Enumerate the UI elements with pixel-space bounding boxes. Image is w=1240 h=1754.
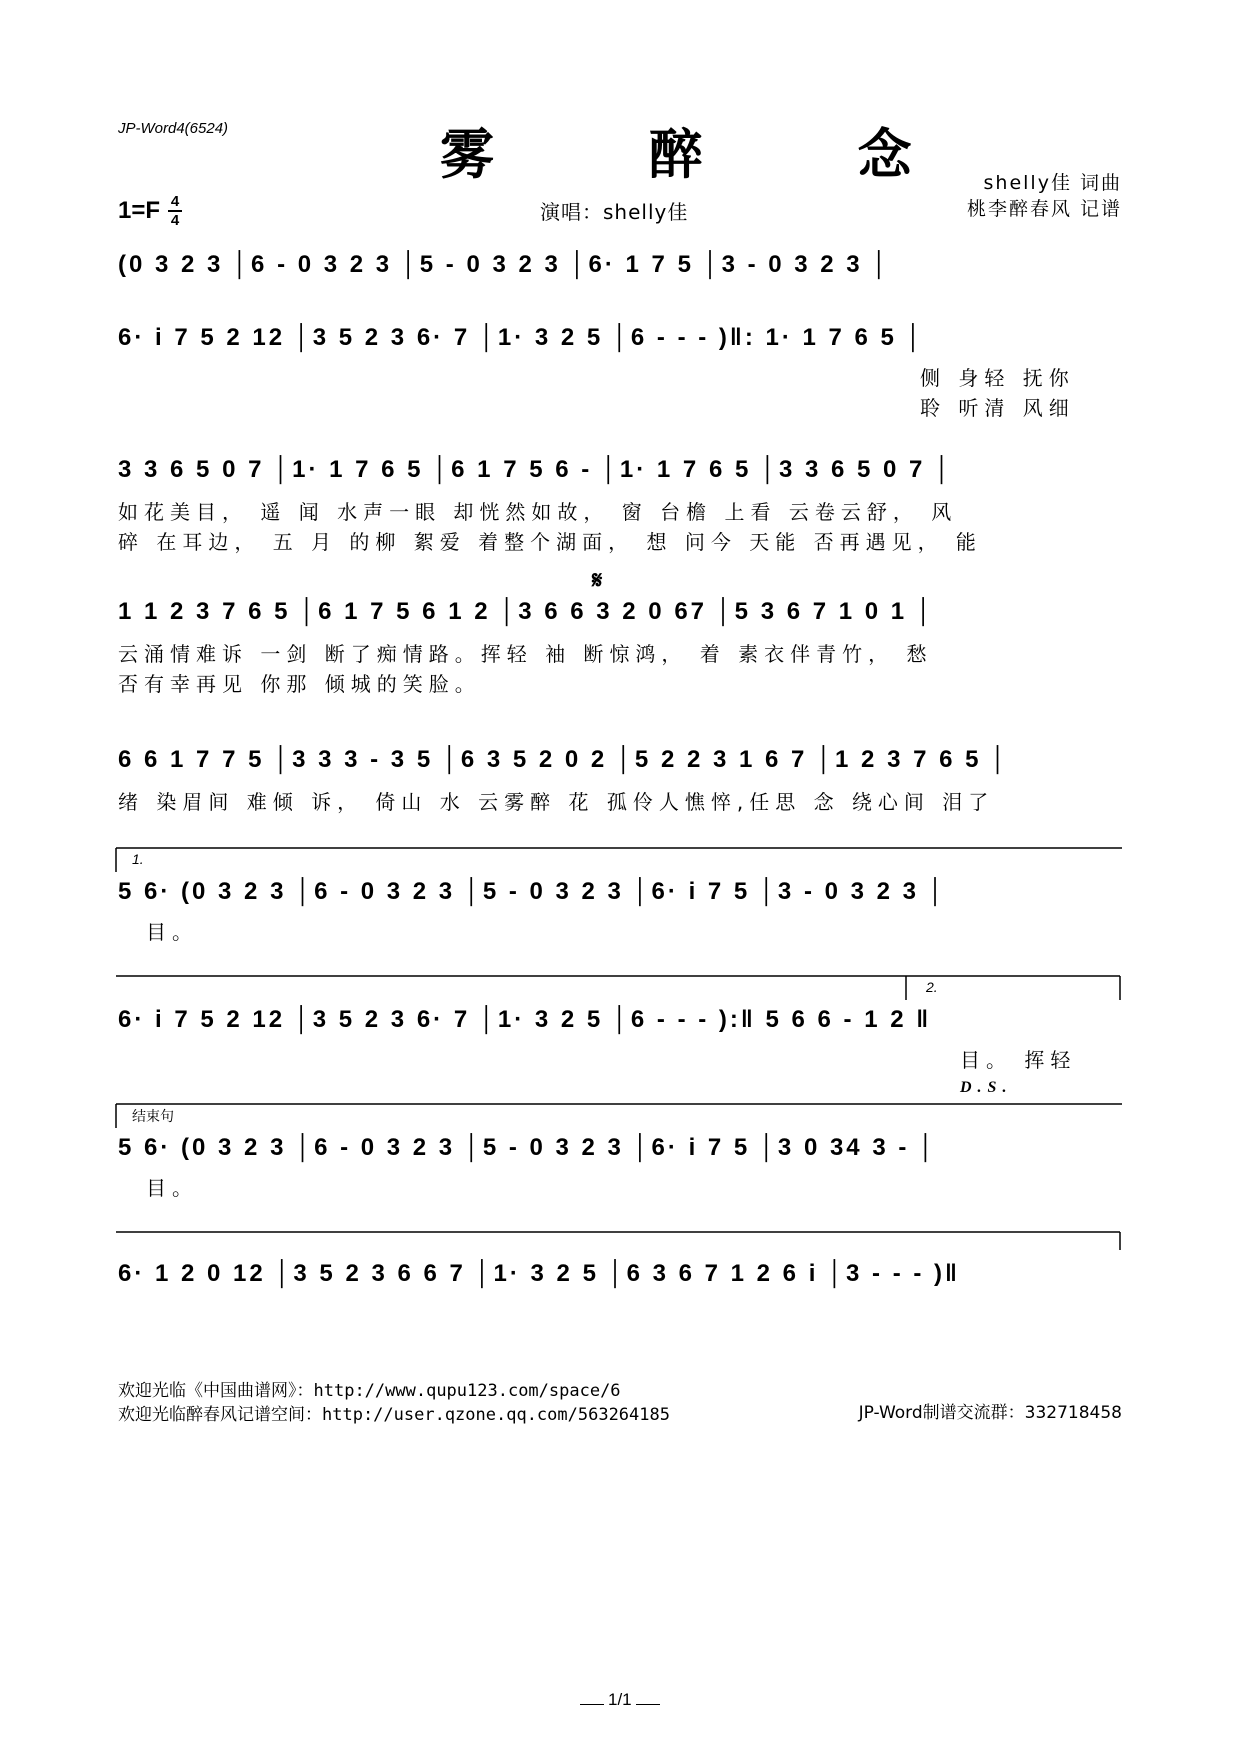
time-top: 4 xyxy=(170,193,180,210)
coda-label: 结束句 xyxy=(132,1108,174,1124)
footer-link-1[interactable]: 欢迎光临《中国曲谱网》：http://www.qupu123.com/space/6 xyxy=(118,1381,621,1401)
lyric-verse-1: 云涌情难诉 一剑 断了痴情路。挥轻 袖 断惊鸿， 着 素衣伴青竹， 愁 xyxy=(118,642,933,666)
lyric-verse-2: 否有幸再见 你那 倾城的笑脸。 xyxy=(118,672,481,696)
lyric-verse-2: 聆 听清 风细 xyxy=(920,396,1075,420)
segno-sign: 𝄋 xyxy=(592,566,603,594)
key-label: 1=F xyxy=(118,197,161,224)
notes-line-9 xyxy=(118,1252,1122,1296)
notes-line-1 xyxy=(118,243,1122,287)
notation-text: 5 6· (0 3 2 3 │6 - 0 3 2 3 │5 - 0 3 2 3 │6· i 7 5 │3 0 34 3 - │ xyxy=(118,1134,937,1161)
notation-text: 6· i 7 5 2 12 │3 5 2 3 6· 7 │1· 3 2 5 │6 - - - )‖: 1· 1 7 6 5 │ xyxy=(118,324,925,351)
volta-1-label: 1. xyxy=(132,851,144,867)
page-number-text: 1/1 xyxy=(608,1690,632,1709)
notes-line-4 xyxy=(118,590,1122,634)
footer-group-info: JP-Word制谱交流群：332718458 xyxy=(858,1403,1122,1423)
singer-credit: 演唱：shelly佳 xyxy=(540,200,689,224)
notation-text: 6· i 7 5 2 12 │3 5 2 3 6· 7 │1· 3 2 5 │6 - - - ):‖ 5 6 6 - 1 2 ‖ xyxy=(118,1006,932,1033)
notes-line-6 xyxy=(118,870,1122,914)
notation-text: 6· 1 2 0 12 │3 5 2 3 6 6 7 │1· 3 2 5 │6 3 6 7 1 2 6 i │3 - - - )‖ xyxy=(118,1260,960,1287)
lyric-verse-1: 绪 染眉间 难倾 诉， 倚山 水 云雾醉 花 孤伶人憔悴,任思 念 绕心间 泪了 xyxy=(118,790,995,814)
footer-link-2[interactable]: 欢迎光临醉春风记谱空间：http://user.qzone.qq.com/563264185 xyxy=(118,1405,670,1425)
ds-mark: D.S. xyxy=(960,1079,1013,1096)
software-brand: JP-Word4(6524) xyxy=(118,120,229,137)
lyric-verse-1: 如花美目， 遥 闻 水声一眼 却恍然如故， 窗 台檐 上看 云卷云舒， 风 xyxy=(118,500,958,524)
notation-text: (0 3 2 3 │6 - 0 3 2 3 │5 - 0 3 2 3 │6· 1 7 5 │3 - 0 3 2 3 │ xyxy=(118,251,891,278)
notes-line-8 xyxy=(118,1126,1122,1170)
key-signature xyxy=(118,194,182,228)
lyric-verse-1 xyxy=(960,1044,1122,1097)
notation-text: 1 1 2 3 7 6 5 │6 1 7 5 6 1 2 │3 6 6 3 2 0 67 │5 3 6 7 1 0 1 │ xyxy=(118,598,935,625)
volta-2-label: 2. xyxy=(926,979,938,995)
lyric-verse-1: 目。 xyxy=(146,1176,198,1200)
notes-line-5 xyxy=(118,738,1122,782)
lyric-verse-1: 侧 身轻 抚你 xyxy=(920,366,1075,390)
notes-line-2 xyxy=(118,316,1122,360)
lyric-verse-1: 目。 xyxy=(146,920,198,944)
lyric-text: 目。 挥轻 xyxy=(960,1048,1077,1072)
song-title: 雾 醉 念 xyxy=(440,122,980,186)
page-number xyxy=(580,1690,660,1710)
notation-text: 5 6· (0 3 2 3 │6 - 0 3 2 3 │5 - 0 3 2 3 │6· i 7 5 │3 - 0 3 2 3 │ xyxy=(118,878,947,905)
notation-text: 3 3 6 5 0 7 │1· 1 7 6 5 │6 1 7 5 6 - │1· 1 7 6 5 │3 3 6 5 0 7 │ xyxy=(118,456,954,483)
composer-credit: shelly佳 词曲 xyxy=(983,172,1122,194)
time-signature xyxy=(168,194,182,228)
notes-line-3 xyxy=(118,448,1122,492)
transcriber-credit: 桃李醉春风 记谱 xyxy=(966,198,1122,220)
time-bottom: 4 xyxy=(170,212,180,229)
notation-text: 6 6 1 7 7 5 │3 3 3 - 3 5 │6 3 5 2 0 2 │5 2 2 3 1 6 7 │1 2 3 7 6 5 │ xyxy=(118,746,1010,773)
lyric-verse-2: 碎 在耳边， 五 月 的柳 絮爱 着整个湖面， 想 问今 天能 否再遇见， 能 xyxy=(118,530,982,554)
notes-line-7 xyxy=(118,998,1122,1042)
